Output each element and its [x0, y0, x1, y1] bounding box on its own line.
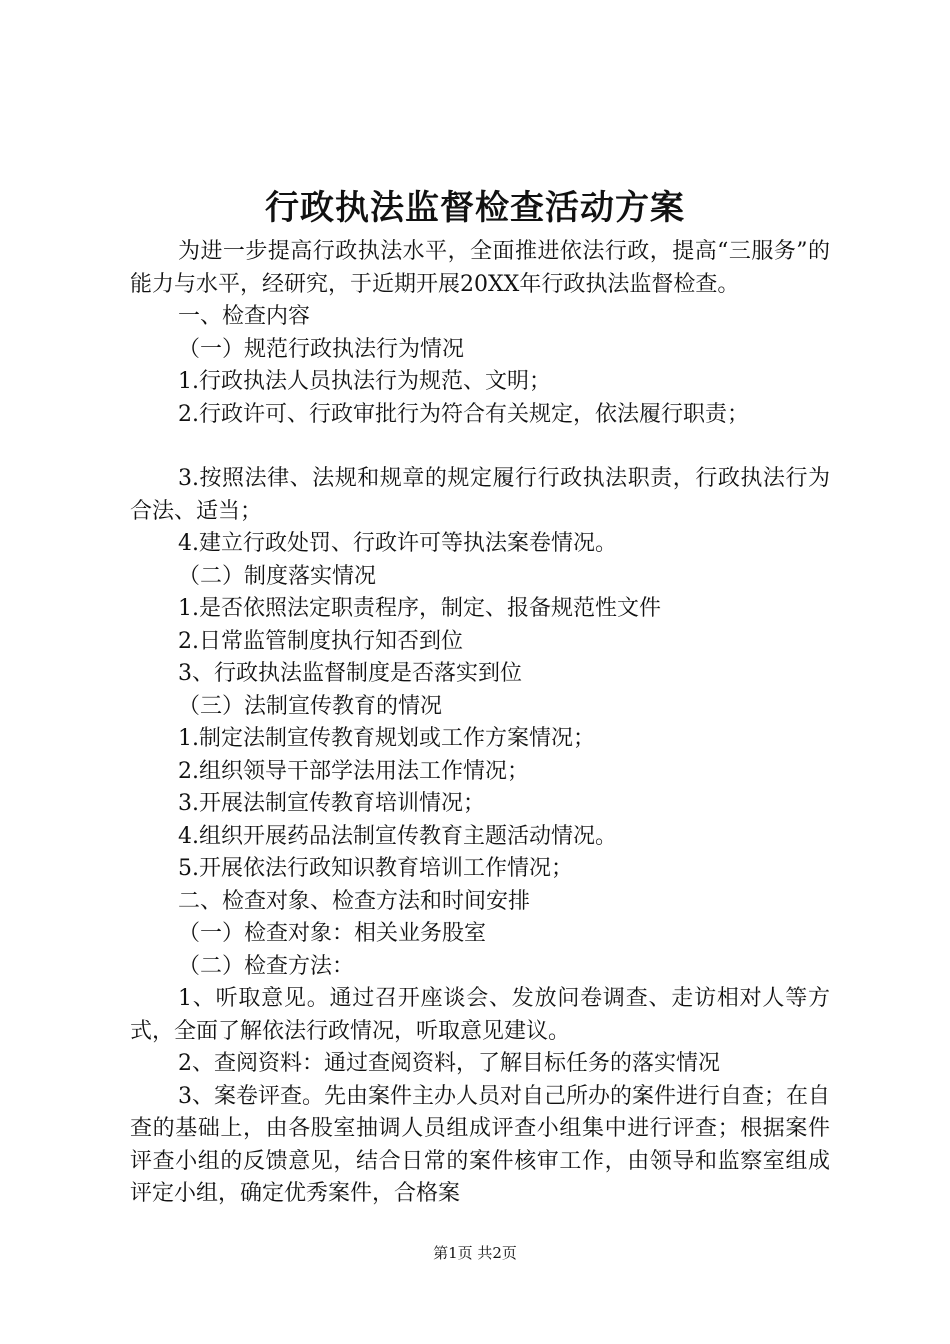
list-item: 1.制定法制宣传教育规划或工作方案情况；	[178, 726, 595, 751]
list-item: 3.按照法律、法规和规章的规定履行行政执法职责，行政执法行为合法、适当；	[130, 466, 830, 524]
list-item: 1、听取意见。通过召开座谈会、发放问卷调查、走访相对人等方式，全面了解依法行政情况，听取意见建议。	[130, 986, 830, 1044]
section-heading-1: 一、检查内容	[178, 304, 311, 329]
list-item: 5.开展依法行政知识教育培训工作情况；	[178, 856, 573, 881]
list-item: 2.日常监管制度执行知否到位	[178, 628, 463, 654]
subsection-heading: （一）检查对象：相关业务股室	[178, 921, 487, 946]
list-item: 1.是否依照法定职责程序，制定、报备规范性文件	[178, 596, 661, 621]
list-item: 2.行政许可、行政审批行为符合有关规定，依法履行职责；	[178, 401, 749, 427]
subsection-heading: （二）制度落实情况	[178, 563, 377, 589]
list-item: 1.行政执法人员执法行为规范、文明；	[178, 369, 551, 394]
document-body	[130, 236, 830, 1211]
list-item: 4.建立行政处罚、行政许可等执法案卷情况。	[178, 531, 617, 556]
list-item: 3、行政执法监督制度是否落实到位	[178, 661, 522, 686]
list-item: 2、查阅资料：通过查阅资料，了解目标任务的落实情况	[178, 1051, 720, 1076]
list-item: 3、案卷评查。先由案件主办人员对自己所办的案件进行自查；在自查的基础上，由各股室抽调人员组成评查小组集中进行评查；根据案件评查小组的反馈意见，结合日常的案件核审工作，由领导和监察室组成评定小组，确定优秀案件，合格案	[130, 1083, 830, 1206]
list-item: 2.组织领导干部学法用法工作情况；	[178, 758, 529, 784]
page-footer: 第1页 共2页	[433, 1244, 517, 1262]
document-title: 行政执法监督检查活动方案	[265, 188, 685, 228]
blank-line	[130, 431, 830, 463]
list-item: 4.组织开展药品法制宣传教育主题活动情况。	[178, 823, 617, 849]
paragraph-intro: 为进一步提高行政执法水平，全面推进依法行政，提高“三服务”的能力与水平，经研究，于近期开展20XX年行政执法监督检查。	[130, 239, 830, 297]
subsection-heading: （一）规范行政执法行为情况	[178, 336, 465, 362]
subsection-heading: （二）检查方法：	[178, 953, 355, 979]
section-heading-2: 二、检查对象、检查方法和时间安排	[178, 888, 531, 914]
subsection-heading: （三）法制宣传教育的情况	[178, 693, 443, 719]
list-item: 3.开展法制宣传教育培训情况；	[178, 791, 485, 816]
